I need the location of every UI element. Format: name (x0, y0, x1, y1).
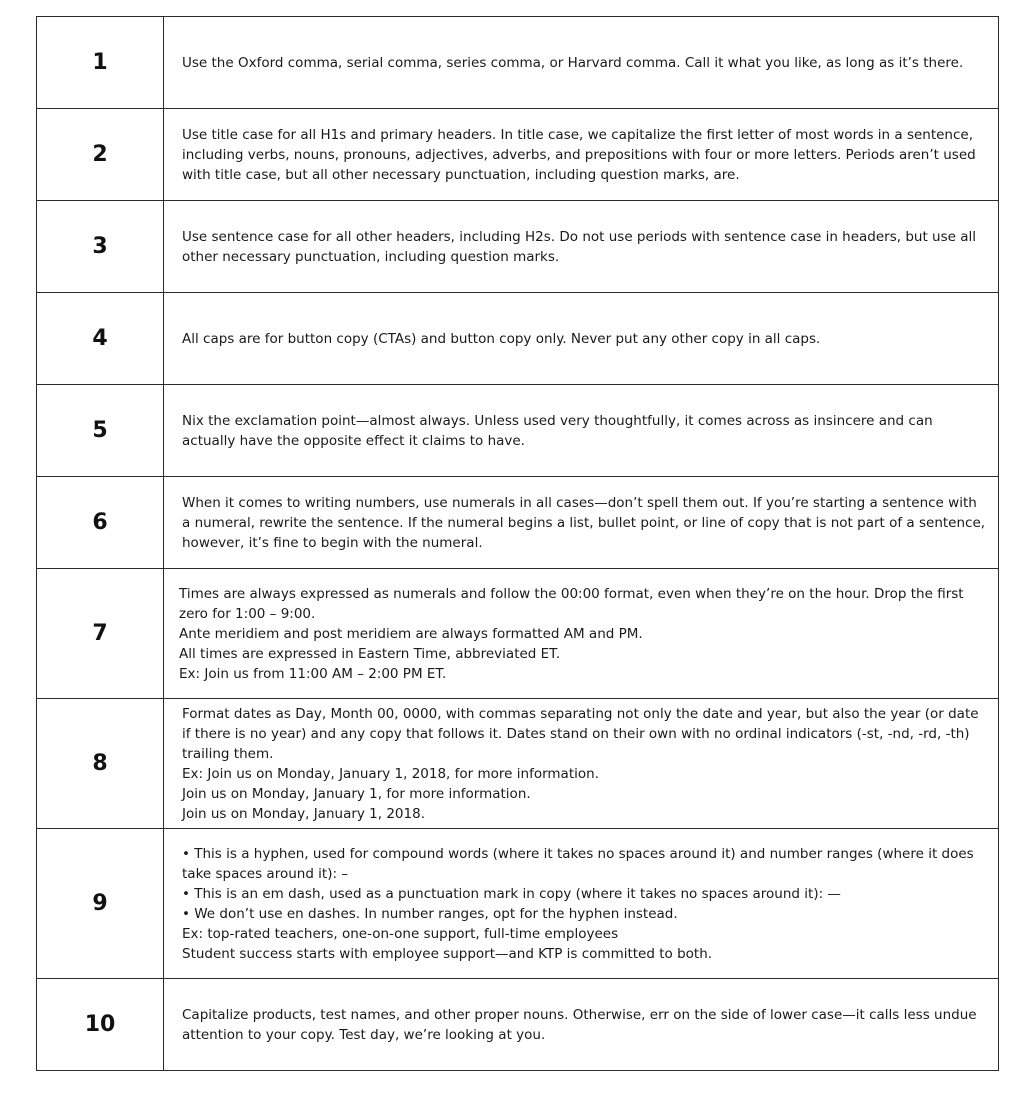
rule-line: Use title case for all H1s and primary headers. In title case, we capitalize the first letter of most words in a sentence, including verbs, nouns, pronouns, adjectives, adverbs, and prepositions with four or more letters. Periods aren’t used with title case, but all other necessary punctuation, including question marks, are. (182, 126, 976, 183)
rule-text (164, 569, 999, 699)
table-row (37, 829, 999, 979)
rule-number: 6 (37, 477, 164, 569)
rule-line: Student success starts with employee support—and KTP is committed to both. (182, 945, 713, 962)
table-row (37, 569, 999, 699)
rule-text (164, 979, 999, 1071)
rule-line: Join us on Monday, January 1, for more information. (182, 785, 531, 802)
rule-line: Times are always expressed as numerals and follow the 00:00 format, even when they’re on the hour. Drop the first zero for 1:00 – 9:00. (179, 585, 964, 622)
rule-number: 5 (37, 385, 164, 477)
rule-line: Join us on Monday, January 1, 2018. (182, 805, 425, 822)
table-row (37, 699, 999, 829)
table-row (37, 17, 999, 109)
rule-line: • This is an em dash, used as a punctuation mark in copy (where it takes no spaces around it): — (182, 885, 841, 902)
rule-line: Ex: Join us on Monday, January 1, 2018, for more information. (182, 765, 599, 782)
table-row (37, 109, 999, 201)
table-row (37, 293, 999, 385)
rule-number: 8 (37, 699, 164, 829)
rule-line: Nix the exclamation point—almost always. Unless used very thoughtfully, it comes across as insincere and can actually have the opposite effect it claims to have. (182, 412, 933, 449)
table-row (37, 385, 999, 477)
rule-line: Capitalize products, test names, and other proper nouns. Otherwise, err on the side of lower case—it calls less undue attention to your copy. Test day, we’re looking at you. (182, 1006, 977, 1043)
rule-line: All times are expressed in Eastern Time, abbreviated ET. (179, 645, 561, 662)
rule-line: Ex: top-rated teachers, one-on-one support, full-time employees (182, 925, 619, 942)
rule-text (164, 201, 999, 293)
rule-line: • We don’t use en dashes. In number ranges, opt for the hyphen instead. (182, 905, 678, 922)
rule-text (164, 477, 999, 569)
rule-text (164, 109, 999, 201)
rule-number: 3 (37, 201, 164, 293)
rule-text (164, 699, 999, 829)
table-row (37, 201, 999, 293)
rule-number: 9 (37, 829, 164, 979)
rule-number: 1 (37, 17, 164, 109)
table-row (37, 979, 999, 1071)
style-rules-table (36, 16, 999, 1071)
table-row (37, 477, 999, 569)
rule-line: Use sentence case for all other headers, including H2s. Do not use periods with sentence case in headers, but use all other necessary punctuation, including question marks. (182, 228, 977, 265)
rule-line: • This is a hyphen, used for compound words (where it takes no spaces around it) and number ranges (where it does take spaces around it): – (182, 845, 974, 882)
rule-text (164, 829, 999, 979)
rule-line: When it comes to writing numbers, use numerals in all cases—don’t spell them out. If you’re starting a sentence with a numeral, rewrite the sentence. If the numeral begins a list, bullet point, or line of copy that is not part of a sentence, however, it’s fine to begin with the numeral. (182, 494, 986, 551)
rule-line: Use the Oxford comma, serial comma, series comma, or Harvard comma. Call it what you like, as long as it’s there. (182, 54, 964, 71)
rule-line: Ex: Join us from 11:00 AM – 2:00 PM ET. (179, 665, 447, 682)
rule-text (164, 17, 999, 109)
rule-number: 10 (37, 979, 164, 1071)
rule-number: 7 (37, 569, 164, 699)
rule-line: Ante meridiem and post meridiem are always formatted AM and PM. (179, 625, 643, 642)
rule-line: Format dates as Day, Month 00, 0000, with commas separating not only the date and year, but also the year (or date if there is no year) and any copy that follows it. Dates stand on their own with no ordinal indicators (-st, -nd, -rd, -th) trailing them. (182, 705, 979, 762)
rule-line: All caps are for button copy (CTAs) and button copy only. Never put any other copy in all caps. (182, 330, 821, 347)
rule-text (164, 385, 999, 477)
rule-number: 4 (37, 293, 164, 385)
rule-number: 2 (37, 109, 164, 201)
rule-text (164, 293, 999, 385)
